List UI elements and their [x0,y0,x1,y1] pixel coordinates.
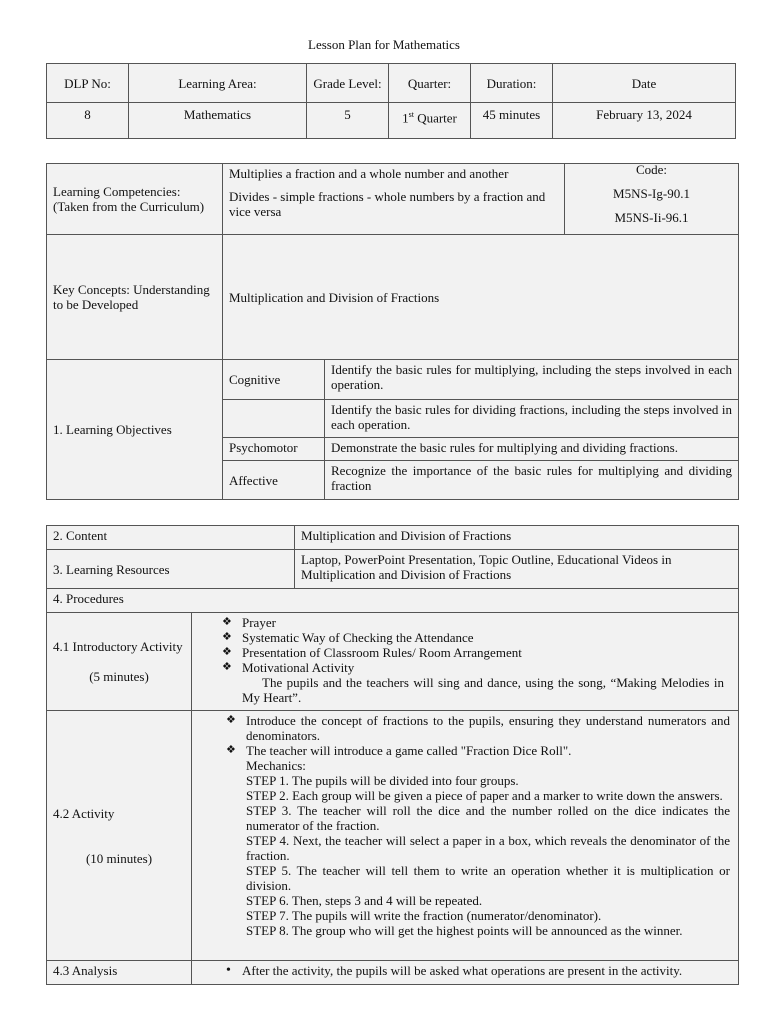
key-concepts-value: Multiplication and Division of Fractions [223,235,739,360]
analysis-list [222,963,732,978]
activity-content [192,711,739,961]
intro-note: The pupils and the teachers will sing and dance, using the song, “Making Melodies in My Heart”. [242,675,725,705]
dlp-no-label: DLP No: [47,64,129,103]
content-label: 2. Content [47,526,295,550]
step-item: STEP 5. The teacher will tell them to write an operation whether it is multiplication or division. [246,863,731,893]
competency-item: Multiplies a fraction and a whole number and another [229,166,509,181]
dlp-no-value: 8 [47,103,129,139]
resources-label: 3. Learning Resources [47,550,295,589]
list-item: ❖ Systematic Way of Checking the Attendance [222,630,724,645]
list-item: ❖ Prayer [222,615,724,630]
objective-text: Recognize the importance of the basic rules for multiplying and dividing fraction [325,461,739,500]
quarter-label: Quarter: [389,64,471,103]
analysis-label: 4.3 Analysis [47,961,192,985]
intro-activity-content [192,613,739,711]
objective-text: Demonstrate the basic rules for multiplying and dividing fractions. [325,438,739,461]
header-table [46,63,736,139]
list-item: ❖ The teacher will introduce a game called "Fraction Dice Roll". [226,743,730,758]
quarter-value: 1st Quarter [389,103,471,139]
competencies-list [223,164,565,235]
competencies-table [46,163,739,500]
competency-codes [565,164,739,235]
competency-item: Divides - simple fractions - whole numbers by a fraction and vice versa [229,189,546,219]
learning-area-value: Mathematics [129,103,307,139]
mechanics-label: Mechanics: [246,758,306,773]
step-item: STEP 2. Each group will be given a piece of paper and a marker to write down the answers. [246,788,723,803]
key-concepts-label: Key Concepts: Understanding to be Developed [47,235,223,360]
procedures-label: 4. Procedures [47,589,739,613]
code-item: M5NS-Ig-90.1 [613,186,690,201]
objective-text: Identify the basic rules for dividing fractions, including the steps involved in each operation. [325,400,739,438]
activity-list [226,713,730,758]
list-item: ❖ Introduce the concept of fractions to the pupils, ensuring they understand numerators and denominators. [226,713,730,743]
activity-time: (10 minutes) [85,850,153,866]
list-item: ❖ Presentation of Classroom Rules/ Room Arrangement [222,645,724,660]
step-item: STEP 1. The pupils will be divided into four groups. [246,773,519,788]
analysis-content [192,961,739,985]
competencies-label: Learning Competencies: (Taken from the Curriculum) [47,164,223,235]
duration-label: Duration: [471,64,553,103]
duration-value: 45 minutes [471,103,553,139]
objective-domain: Psychomotor [223,438,325,461]
step-item: STEP 6. Then, steps 3 and 4 will be repeated. [246,893,483,908]
intro-label-text: 4.1 Introductory Activity [53,639,183,654]
code-item: M5NS-Ii-96.1 [614,210,689,225]
date-label: Date [553,64,736,103]
intro-activity-label [47,613,192,711]
document-title: Lesson Plan for Mathematics [308,37,460,52]
code-label: Code: [635,162,668,177]
objective-domain: Affective [223,461,325,500]
list-item: ❖ Motivational Activity [222,660,724,675]
intro-list [222,615,724,675]
objectives-label: 1. Learning Objectives [47,360,223,500]
step-item: STEP 8. The group who will get the highest points will be announced as the winner. [246,923,683,938]
step-item: STEP 3. The teacher will roll the dice and the number rolled on the dice indicates the numerator of the fraction. [246,803,731,833]
intro-time: (5 minutes) [89,669,149,684]
step-item: STEP 7. The pupils will write the fraction (numerator/denominator). [246,908,602,923]
resources-value: Laptop, PowerPoint Presentation, Topic Outline, Educational Videos in Multiplication and Division of Fractions [295,550,739,589]
step-item: STEP 4. Next, the teacher will select a paper in a box, which reveals the denominator of the fraction. [246,833,731,863]
content-value: Multiplication and Division of Fractions [295,526,739,550]
grade-level-label: Grade Level: [307,64,389,103]
activity-label-text: 4.2 Activity [53,805,115,821]
objective-domain: Cognitive [223,360,325,400]
date-value: February 13, 2024 [553,103,736,139]
activity-label [47,711,192,961]
objective-domain [223,400,325,438]
learning-area-label: Learning Area: [129,64,307,103]
objective-text: Identify the basic rules for multiplying, including the steps involved in each operation. [325,360,739,400]
procedures-table [46,525,739,985]
list-item: • After the activity, the pupils will be asked what operations are present in the activity. [222,963,732,978]
grade-level-value: 5 [307,103,389,139]
